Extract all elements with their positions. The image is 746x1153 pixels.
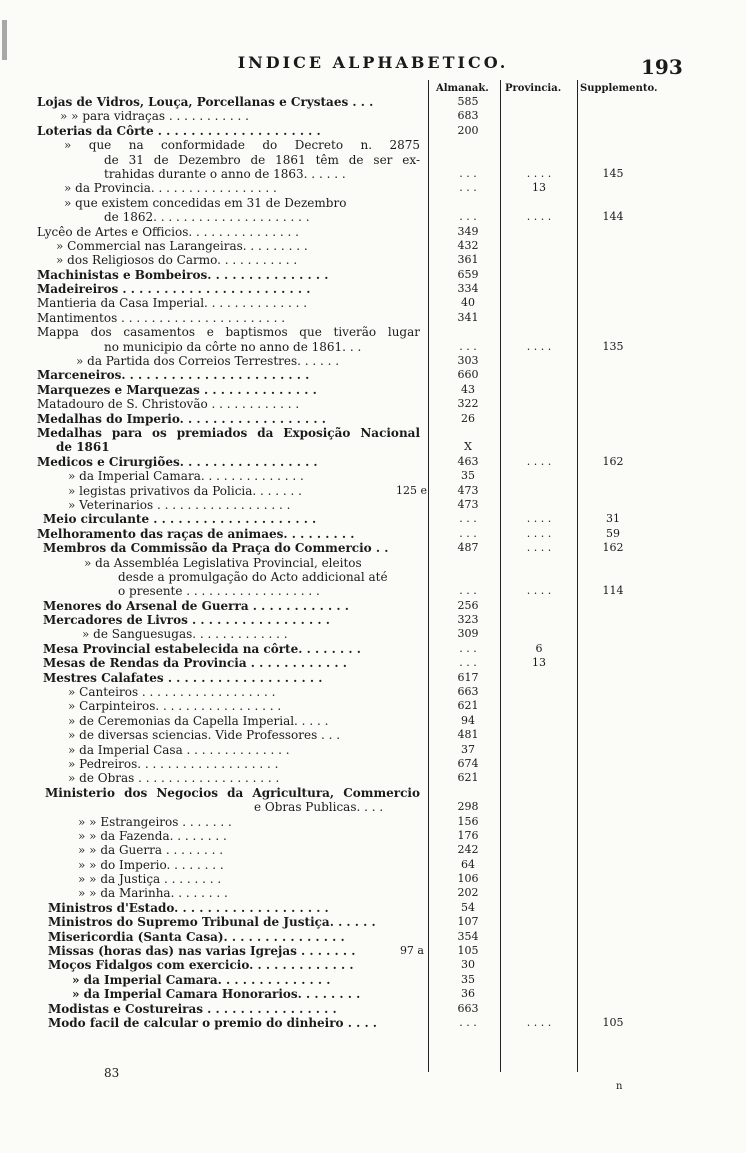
index-row — [0, 95, 746, 109]
index-row — [0, 196, 746, 210]
almanak-page: 585 — [457, 95, 479, 108]
index-row — [0, 757, 746, 771]
footer-mark: n — [616, 1081, 623, 1092]
page-number: 193 — [641, 55, 683, 79]
index-entry-text: Medicos e Cirurgiões. . . . . . . . . . . . . . . . . — [37, 454, 318, 469]
index-row — [0, 584, 746, 598]
index-entry-text: » de Sanguesugas. . . . . . . . . . . . . — [82, 627, 288, 642]
index-entry-text: Madeireiros . . . . . . . . . . . . . . . . . . . . . . . — [37, 282, 311, 297]
provincia-page: . . . . — [526, 584, 552, 598]
almanak-page: 106 — [457, 872, 479, 886]
index-row — [0, 815, 746, 829]
provincia-page: . . . . — [526, 512, 552, 526]
almanak-page: 354 — [457, 929, 479, 943]
supplemento-page: 162 — [602, 541, 624, 555]
index-entry-text: de 31 de Dezembro de 1861 têm de ser ex- — [104, 152, 420, 167]
index-row — [0, 469, 746, 483]
almanak-page: 674 — [457, 756, 479, 770]
signature-mark: 83 — [104, 1066, 120, 1080]
index-row — [0, 1002, 746, 1016]
index-row — [0, 973, 746, 987]
index-row — [0, 613, 746, 627]
index-entry-text: » Pedreiros. . . . . . . . . . . . . . . . . . . — [68, 756, 279, 771]
index-entry-text: o presente . . . . . . . . . . . . . . . . . . — [118, 584, 320, 599]
supplemento-page: 59 — [606, 526, 620, 540]
almanak-page: 54 — [461, 900, 475, 914]
provincia-page: . . . . — [526, 1016, 552, 1029]
index-row — [0, 642, 746, 656]
index-row — [0, 210, 746, 224]
index-entry-text: » » da Guerra . . . . . . . . — [78, 843, 224, 858]
almanak-page: 473 — [457, 497, 479, 511]
index-entry-text: » da Imperial Camara. . . . . . . . . . . . . . — [68, 469, 304, 484]
index-entry-text: Modo facil de calcular o premio do dinheiro . . . . — [48, 1016, 377, 1030]
index-row — [0, 627, 746, 641]
index-row — [0, 124, 746, 138]
almanak-page: 36 — [461, 987, 475, 1001]
almanak-page: . . . — [459, 512, 477, 526]
index-row — [0, 397, 746, 411]
index-entry-text: Modistas e Costureiras . . . . . . . . . . . . . . . . — [48, 1001, 337, 1016]
page-title: INDICE ALPHABETICO. — [237, 53, 509, 72]
supplemento-page: 162 — [602, 454, 624, 468]
column-header-supplemento: Supplemento. — [580, 83, 658, 94]
supplemento-page: 135 — [602, 339, 624, 353]
index-row — [0, 1016, 746, 1030]
index-row — [0, 412, 746, 426]
index-entry-text: Mantimentos . . . . . . . . . . . . . . . . . . . . . . — [37, 310, 286, 325]
provincia-page: . . . . — [526, 339, 552, 353]
column-header-provincia: Provincia. — [505, 83, 562, 94]
provincia-page: . . . . — [526, 526, 552, 540]
index-row — [0, 886, 746, 900]
index-row — [0, 153, 746, 167]
almanak-page: 309 — [457, 627, 479, 641]
index-entry-text: Lycêo de Artes e Officios. . . . . . . . . . . . . . . — [37, 224, 299, 239]
index-entry-text: Mappa dos casamentos e baptismos que tiverão lugar — [37, 325, 420, 340]
index-entry-text: » » da Marinha. . . . . . . . — [78, 886, 228, 901]
index-row — [0, 282, 746, 296]
index-entry-text: de 1862. . . . . . . . . . . . . . . . . . . . . — [104, 210, 310, 225]
almanak-page: 35 — [461, 972, 475, 986]
index-row — [0, 872, 746, 886]
almanak-page: . . . — [459, 641, 477, 655]
index-row — [0, 728, 746, 742]
index-entry-text: » da Imperial Casa . . . . . . . . . . . . . . — [68, 742, 290, 757]
index-entry-text: trahidas durante o anno de 1863. . . . . . — [104, 166, 346, 181]
almanak-page: 40 — [461, 296, 475, 310]
almanak-page: 323 — [457, 613, 479, 627]
almanak-page: 200 — [457, 123, 479, 137]
provincia-page: . . . . — [526, 454, 552, 468]
almanak-page: 322 — [457, 397, 479, 411]
index-entry-text: Membros da Commissão da Praça do Commercio . . — [43, 541, 389, 556]
almanak-page: 487 — [457, 541, 479, 555]
index-entry-text: » Canteiros . . . . . . . . . . . . . . . . . . — [68, 685, 276, 700]
index-row — [0, 311, 746, 325]
index-entry-text: » Commercial nas Larangeiras. . . . . . . . . — [56, 238, 308, 253]
index-row — [0, 714, 746, 728]
index-row — [0, 771, 746, 785]
index-row — [0, 440, 746, 454]
index-row — [0, 340, 746, 354]
index-row — [0, 800, 746, 814]
index-entry-text: » Veterinarios . . . . . . . . . . . . . . . . . . — [68, 497, 291, 512]
index-entry-text: » de Obras . . . . . . . . . . . . . . . . . . . — [68, 771, 280, 786]
index-row — [0, 109, 746, 123]
index-entry-text: » que na conformidade do Decreto n. 2875 — [64, 138, 420, 153]
almanak-page: . . . — [459, 339, 477, 353]
index-entry-note: 97 a — [399, 944, 424, 958]
almanak-page: 683 — [457, 109, 479, 123]
index-entry-text: Medalhas do Imperio. . . . . . . . . . . . . . . . . . — [37, 411, 326, 426]
index-row — [0, 599, 746, 613]
almanak-page: 176 — [457, 828, 479, 842]
almanak-page: 349 — [457, 224, 479, 238]
index-entry-text: Matadouro de S. Christovão . . . . . . . . . . . . — [37, 397, 300, 412]
index-row — [0, 541, 746, 555]
index-entry-text: » da Imperial Camara Honorarios. . . . . . . . — [72, 987, 361, 1002]
index-row — [0, 843, 746, 857]
almanak-page: . . . — [459, 210, 477, 224]
index-entry-text: » que existem concedidas em 31 de Dezembro — [64, 195, 347, 210]
almanak-page: 94 — [461, 713, 475, 727]
almanak-page: 621 — [457, 699, 479, 713]
index-entry-text: » da Partida dos Correios Terrestres. . . . . . — [76, 354, 340, 369]
almanak-page: 242 — [457, 843, 479, 857]
index-entry-text: » dos Religiosos do Carmo. . . . . . . . . . . — [56, 253, 298, 268]
index-row — [0, 296, 746, 310]
index-row — [0, 858, 746, 872]
almanak-page: 341 — [457, 310, 479, 324]
almanak-page: 663 — [457, 685, 479, 699]
index-row — [0, 685, 746, 699]
index-entry-text: Ministerio dos Negocios da Agricultura, Commercio — [45, 785, 420, 800]
index-row — [0, 167, 746, 181]
index-entries — [0, 95, 746, 1030]
index-row — [0, 368, 746, 382]
index-entry-text: Ministros d'Estado. . . . . . . . . . . . . . . . . . . — [48, 900, 329, 915]
almanak-page: . . . — [459, 1016, 477, 1029]
index-entry-text: » Carpinteiros. . . . . . . . . . . . . . . . . — [68, 699, 282, 714]
index-entry-text: Marceneiros. . . . . . . . . . . . . . . . . . . . . . . — [37, 368, 310, 383]
index-row — [0, 656, 746, 670]
index-entry-note: 125 e — [396, 483, 428, 497]
index-row — [0, 239, 746, 253]
almanak-page: 660 — [457, 368, 479, 382]
almanak-page: 202 — [457, 886, 479, 900]
column-header-almanak: Almanak. — [436, 83, 489, 94]
almanak-page: 256 — [457, 598, 479, 612]
index-entry-text: » da Imperial Camara. . . . . . . . . . . . . . — [72, 972, 331, 987]
almanak-page: 463 — [457, 454, 479, 468]
almanak-page: 298 — [457, 800, 479, 814]
index-row — [0, 383, 746, 397]
almanak-page: . . . — [459, 584, 477, 598]
index-entry-text: » » Estrangeiros . . . . . . . — [78, 814, 232, 829]
index-row — [0, 268, 746, 282]
almanak-page: 37 — [461, 742, 475, 756]
index-entry-text: » » para vidraças . . . . . . . . . . . — [60, 109, 249, 124]
almanak-page: 43 — [461, 382, 475, 396]
provincia-page: 13 — [532, 656, 546, 670]
index-entry-text: » da Provincia. . . . . . . . . . . . . . . . . — [64, 181, 277, 196]
index-entry-text: Melhoramento das raças de animaes. . . . . . . . . — [37, 526, 355, 541]
index-entry-text: de 1861 — [56, 440, 110, 455]
index-entry-text: » » do Imperio. . . . . . . . — [78, 857, 224, 872]
index-row — [0, 426, 746, 440]
index-entry-text: Loterias da Côrte . . . . . . . . . . . . . . . . . . . . — [37, 123, 321, 138]
index-entry-text: » legistas privativos da Policia. . . . . . . — [68, 483, 302, 498]
index-entry-text: Marquezes e Marquezas . . . . . . . . . . . . . . — [37, 382, 317, 397]
supplemento-page: 144 — [602, 210, 624, 224]
index-row — [0, 455, 746, 469]
index-row — [0, 915, 746, 929]
almanak-page: . . . — [459, 656, 477, 670]
almanak-page: 663 — [457, 1001, 479, 1015]
index-entry-text: Medalhas para os premiados da Exposição Nacional — [37, 425, 420, 440]
almanak-page: . . . — [459, 181, 477, 195]
almanak-page: 432 — [457, 238, 479, 252]
almanak-page: . . . — [459, 166, 477, 180]
index-row — [0, 958, 746, 972]
index-row — [0, 987, 746, 1001]
index-row — [0, 181, 746, 195]
almanak-page: 473 — [457, 483, 479, 497]
provincia-page: . . . . — [526, 210, 552, 224]
supplemento-page: 31 — [606, 512, 620, 526]
almanak-page: 303 — [457, 354, 479, 368]
index-row — [0, 512, 746, 526]
index-entry-text: Ministros do Supremo Tribunal de Justiça. . . . . . — [48, 915, 376, 930]
almanak-page: 156 — [457, 814, 479, 828]
almanak-page: 617 — [457, 670, 479, 684]
index-entry-text: Lojas de Vidros, Louça, Porcellanas e Crystaes . . . — [37, 95, 374, 109]
index-row — [0, 944, 746, 958]
index-row — [0, 484, 746, 498]
index-row — [0, 138, 746, 152]
index-row — [0, 829, 746, 843]
almanak-page: 659 — [457, 267, 479, 281]
index-entry-text: » » da Justiça . . . . . . . . — [78, 872, 222, 887]
index-entry-text: » da Assembléa Legislativa Provincial, eleitos — [84, 555, 362, 570]
index-entry-text: desde a promulgação do Acto addicional até — [118, 569, 388, 584]
supplemento-page: 105 — [602, 1016, 624, 1029]
index-row — [0, 570, 746, 584]
almanak-page: 361 — [457, 253, 479, 267]
index-entry-text: Meio circulante . . . . . . . . . . . . . . . . . . . . — [43, 512, 317, 527]
almanak-page: 64 — [461, 857, 475, 871]
index-row — [0, 556, 746, 570]
index-entry-text: Mercadores de Livros . . . . . . . . . . . . . . . . . — [43, 613, 330, 628]
index-row — [0, 253, 746, 267]
index-entry-text: » de diversas sciencias. Vide Professores . . . — [68, 728, 341, 743]
index-entry-text: » de Ceremonias da Capella Imperial. . . . . — [68, 713, 329, 728]
index-row — [0, 325, 746, 339]
provincia-page: 6 — [535, 641, 543, 655]
almanak-page: 334 — [457, 282, 479, 296]
index-entry-text: Menores do Arsenal de Guerra . . . . . . . . . . . . — [43, 598, 349, 613]
index-entry-text: Mesas de Rendas da Provincia . . . . . . . . . . . . — [43, 656, 347, 671]
index-entry-text: Machinistas e Bombeiros. . . . . . . . . . . . . . . — [37, 267, 329, 282]
index-row — [0, 354, 746, 368]
almanak-page: 481 — [457, 728, 479, 742]
index-entry-text: Misericordia (Santa Casa). . . . . . . . . . . . . . . — [48, 929, 345, 944]
supplemento-page: 114 — [602, 584, 624, 598]
index-entry-text: Moços Fidalgos com exercicio. . . . . . . . . . . . . — [48, 958, 354, 973]
index-row — [0, 225, 746, 239]
index-row — [0, 498, 746, 512]
index-entry-text: Missas (horas das) nas varias Igrejas . . . . . . . — [48, 944, 356, 959]
index-row — [0, 671, 746, 685]
index-entry-text: Mesa Provincial estabelecida na côrte. . . . . . . . — [43, 641, 361, 656]
almanak-page: 105 — [457, 944, 479, 958]
supplemento-page: 145 — [602, 166, 624, 180]
provincia-page: 13 — [532, 181, 546, 195]
almanak-page: 107 — [457, 915, 479, 929]
almanak-page: 621 — [457, 771, 479, 785]
almanak-page: 30 — [461, 958, 475, 972]
almanak-page: 26 — [461, 411, 475, 425]
provincia-page: . . . . — [526, 541, 552, 555]
index-entry-text: Mestres Calafates . . . . . . . . . . . . . . . . . . . — [43, 670, 323, 685]
index-entry-text: e Obras Publicas. . . . — [254, 800, 384, 815]
index-row — [0, 786, 746, 800]
index-row — [0, 699, 746, 713]
index-row — [0, 743, 746, 757]
index-row — [0, 901, 746, 915]
almanak-page: . . . — [459, 526, 477, 540]
almanak-page: X — [464, 440, 472, 454]
index-row — [0, 527, 746, 541]
provincia-page: . . . . — [526, 166, 552, 180]
almanak-page: 35 — [461, 469, 475, 483]
index-entry-text: no municipio da côrte no anno de 1861. . . — [104, 339, 362, 354]
index-entry-text: Mantieria da Casa Imperial. . . . . . . . . . . . . . — [37, 296, 308, 311]
index-entry-text: » » da Fazenda. . . . . . . . — [78, 828, 227, 843]
index-row — [0, 930, 746, 944]
